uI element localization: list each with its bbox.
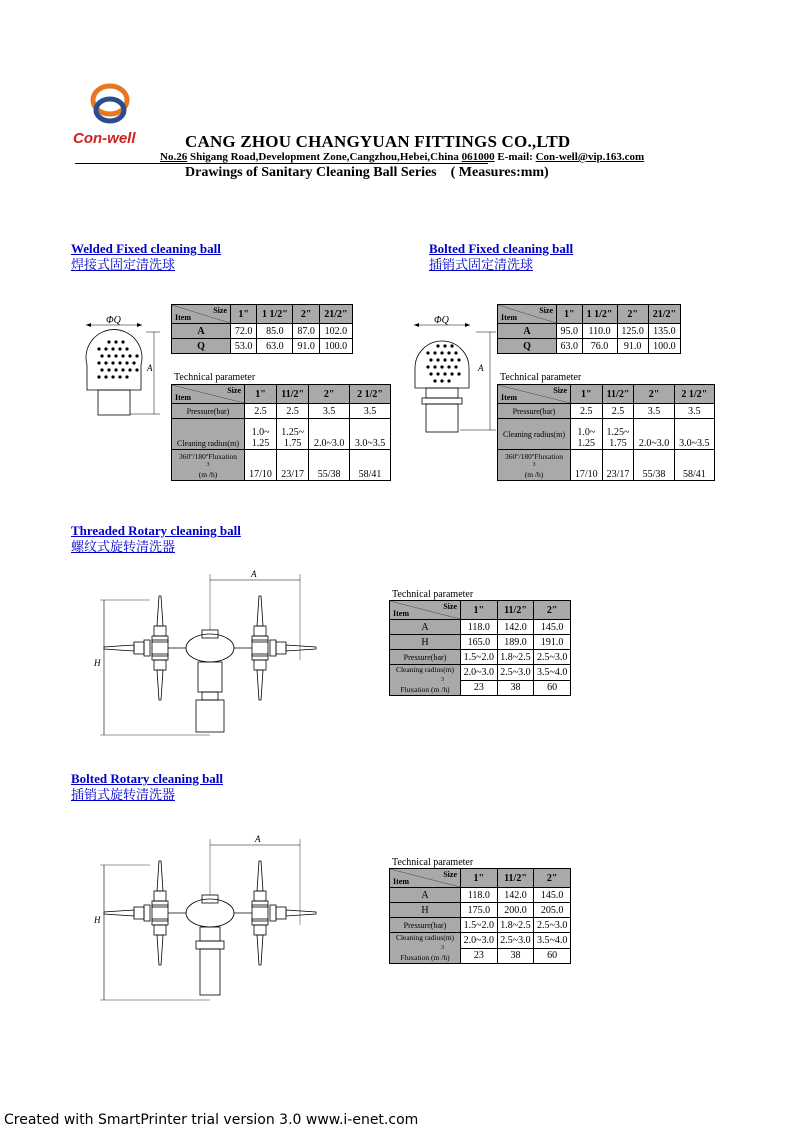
- table-row: 360º/180ºFluxation 3 (m /h) 17/10 23/17 55/38 58/41: [498, 450, 715, 481]
- email-label: E-mail:: [497, 151, 533, 163]
- bolted-fixed-tech-table: Size Item 1" 11/2" 2" 2 1/2" Pressure(bar) 2.5 2.5 3.5 3.5 Cleaning radius(m) 1.0~ 1.25 1.25~ 1.75 2.0~3.0 3.0~3.5 360º/180ºFluxation 3 (m /h) 17/10 23/17 55/38 58/41: [497, 384, 715, 481]
- bolted-fixed-dim-q-label: ΦQ: [434, 315, 449, 326]
- threaded-rotary-section-title: [71, 523, 241, 554]
- welded-dim-q-label: ΦQ: [106, 315, 121, 326]
- table-row: Pressure(bar) 1.5~2.0 1.8~2.5 2.5~3.0: [390, 918, 571, 933]
- table-row: Cleaning radius(m) 3 Fluxation (m /h) 2.0~3.0 2.5~3.0 3.5~4.0: [390, 665, 571, 681]
- table-row: Cleaning radius(m) 1.0~ 1.25 1.25~ 1.75 2.0~3.0 3.0~3.5: [172, 419, 391, 450]
- dims-col-header: 21/2": [319, 305, 352, 324]
- size-item-header: Size Item: [498, 385, 571, 404]
- welded-tech-label: Technical parameter: [174, 372, 256, 383]
- table-row: A 95.0 110.0 125.0 135.0: [498, 324, 681, 339]
- table-row: Cleaning radius(m) 3 Fluxation (m /h) 2.0~3.0 2.5~3.0 3.5~4.0: [390, 933, 571, 949]
- table-row: 23 38 60: [390, 948, 571, 964]
- company-name: CANG ZHOU CHANGYUAN FITTINGS CO.,LTD: [185, 132, 571, 151]
- welded-section-title: [71, 241, 221, 272]
- table-row: Cleaning radius(m) 1.0~ 1.25 1.25~ 1.75 2.0~3.0 3.0~3.5: [498, 419, 715, 450]
- header-rule: [75, 163, 488, 164]
- threaded-rotary-title-zh[interactable]: 螺纹式旋转清洗器: [71, 539, 176, 554]
- welded-dims-table: [171, 304, 353, 354]
- size-item-header: Size Item: [498, 305, 557, 324]
- size-item-header: Size Item: [172, 305, 231, 324]
- table-row: A 118.0 142.0 145.0: [390, 888, 571, 903]
- email-link[interactable]: Con-well@vip.163.com: [535, 151, 645, 163]
- threaded-rotary-dim-h-label: H: [94, 658, 101, 668]
- table-row: H 175.0 200.0 205.0: [390, 903, 571, 918]
- size-item-header: Size Item: [172, 385, 245, 404]
- size-item-header: Size Item: [390, 869, 461, 888]
- table-row: 360º/180ºFluxation 3 (m /h) 17/10 23/17 55/38 58/41: [172, 450, 391, 481]
- bolted-fixed-tech-label: Technical parameter: [500, 372, 582, 383]
- logo-text: Con-well: [73, 130, 136, 147]
- welded-title-zh[interactable]: 焊接式固定清洗球: [71, 257, 176, 272]
- bolted-rotary-dim-a-label: A: [255, 834, 261, 844]
- table-row: Q 53.0 63.0 91.0 100.0: [172, 339, 353, 354]
- address-number: No.26: [160, 151, 188, 163]
- bolted-rotary-title-zh[interactable]: 插销式旋转清洗器: [71, 787, 176, 802]
- dims-col-header: 1 1/2": [257, 305, 293, 324]
- dims-col-header: 1": [231, 305, 257, 324]
- address-postcode: 061000: [461, 151, 495, 163]
- bolted-rotary-drawing: [90, 835, 310, 1005]
- welded-tech-table: Size Item 1" 11/2" 2" 2 1/2" Pressure(bar) 2.5 2.5 3.5 3.5 Cleaning radius(m) 1.0~ 1.25 1.25~ 1.75 2.0~3.0 3.0~3.5 360º/180ºFluxation 3 (m /h) 17/10 23/17 55/38 58/41: [171, 384, 391, 481]
- bolted-fixed-dim-a-label: A: [478, 363, 484, 373]
- measures-note: ( Measures:mm): [450, 165, 549, 180]
- threaded-rotary-tech-label: Technical parameter: [392, 589, 474, 600]
- footer-watermark: Created with SmartPrinter trial version 3.0 www.i-enet.com: [4, 1112, 419, 1128]
- bolted-rotary-tech-table: Size Item 1" 11/2" 2" A 118.0 142.0 145.0 H 175.0 200.0 205.0 Pressure(bar) 1.5~2.0 1.8~2.5 2.5~3.0 Cleaning radius(m) 3 Fluxation (m /h) 2.0~3.0 2.5~3.0 3.5~4.0 23 38 60: [389, 868, 571, 964]
- bolted-fixed-ball-drawing: [400, 310, 490, 440]
- bolted-fixed-section-title: [429, 241, 573, 272]
- welded-dim-a-label: A: [147, 363, 153, 373]
- bolted-fixed-title-en[interactable]: Bolted Fixed cleaning ball: [429, 241, 574, 256]
- doc-title-text: Drawings of Sanitary Cleaning Ball Series: [185, 165, 437, 180]
- table-row: Pressure(bar) 2.5 2.5 3.5 3.5: [498, 404, 715, 419]
- table-row: H 165.0 189.0 191.0: [390, 635, 571, 650]
- table-row: Pressure(bar) 1.5~2.0 1.8~2.5 2.5~3.0: [390, 650, 571, 665]
- bolted-rotary-title-en[interactable]: Bolted Rotary cleaning ball: [71, 771, 224, 786]
- table-row: A 72.0 85.0 87.0 102.0: [172, 324, 353, 339]
- table-row: Pressure(bar) 2.5 2.5 3.5 3.5: [172, 404, 391, 419]
- bolted-fixed-title-zh[interactable]: 插销式固定清洗球: [429, 257, 534, 272]
- threaded-rotary-title-en[interactable]: Threaded Rotary cleaning ball: [71, 523, 241, 538]
- threaded-rotary-dim-a-label: A: [251, 569, 257, 579]
- dims-col-header: 2": [293, 305, 319, 324]
- document-title: [185, 165, 549, 181]
- company-address: [160, 151, 644, 163]
- bolted-rotary-dim-h-label: H: [94, 915, 101, 925]
- bolted-rotary-tech-label: Technical parameter: [392, 857, 474, 868]
- address-street: Shigang Road,Development Zone,Cangzhou,Hebei,China: [189, 151, 459, 163]
- bolted-fixed-dims-table: Size Item 1" 1 1/2" 2" 21/2" A 95.0 110.0 125.0 135.0 Q 63.0 76.0 91.0 100.0: [497, 304, 681, 354]
- welded-title-en[interactable]: Welded Fixed cleaning ball: [71, 241, 221, 256]
- table-row: A 118.0 142.0 145.0: [390, 620, 571, 635]
- table-row: 23 38 60: [390, 680, 571, 696]
- bolted-rotary-section-title: [71, 771, 223, 802]
- threaded-rotary-tech-table: Size Item 1" 11/2" 2" A 118.0 142.0 145.0 H 165.0 189.0 191.0 Pressure(bar) 1.5~2.0 1.8~2.5 2.5~3.0 Cleaning radius(m) 3 Fluxation (m /h) 2.0~3.0 2.5~3.0 3.5~4.0 23 38 60: [389, 600, 571, 696]
- threaded-rotary-drawing: [90, 570, 310, 750]
- size-item-header: Size Item: [390, 601, 461, 620]
- table-row: Q 63.0 76.0 91.0 100.0: [498, 339, 681, 354]
